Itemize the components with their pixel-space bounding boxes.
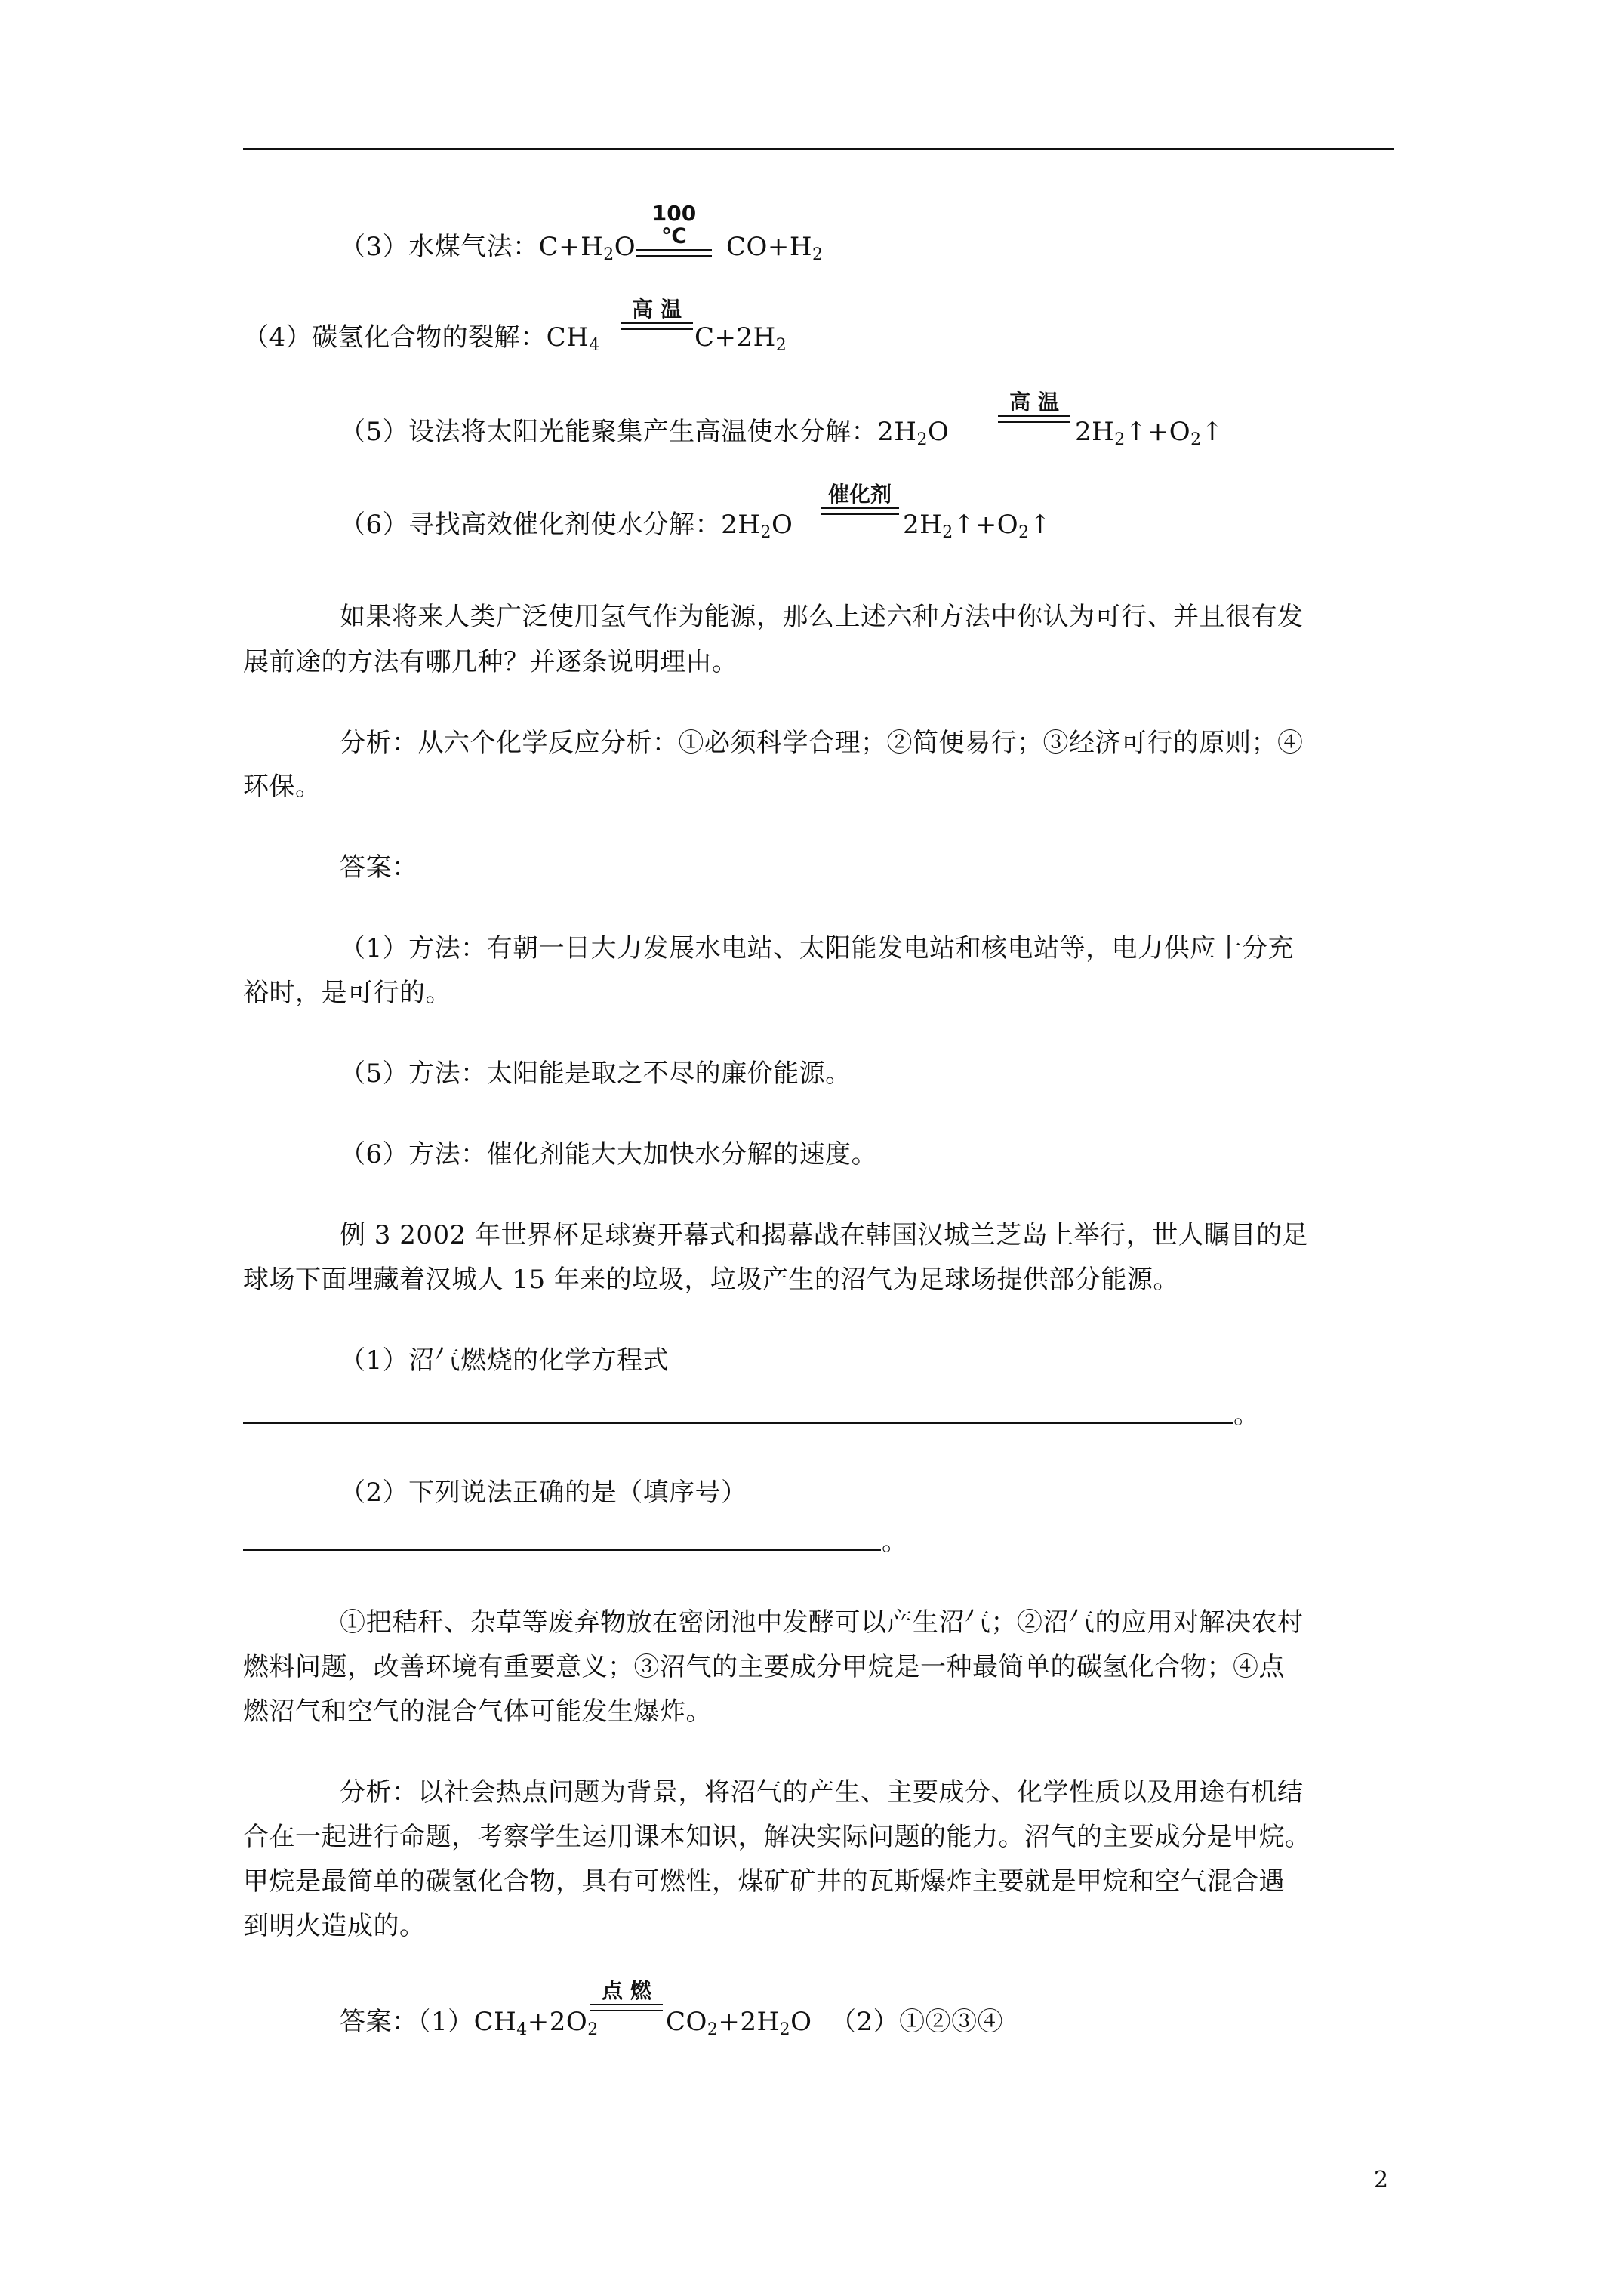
analysis-2-line-4: 到明火造成的。 bbox=[243, 1911, 426, 1941]
final-answer-part-2: （2）①②③④ bbox=[830, 2007, 1004, 2037]
question-2: （2）下列说法正确的是（填序号） bbox=[340, 1478, 747, 1508]
options-line-2: 燃料问题，改善环境有重要意义；③沼气的主要成分甲烷是一种最简单的碳氢化合物；④点 bbox=[243, 1652, 1285, 1682]
answer-label: 答案： bbox=[340, 852, 418, 883]
answer-5: （5）方法：太阳能是取之不尽的廉价能源。 bbox=[340, 1059, 852, 1089]
answer-1-line-1: （1）方法：有朝一日大力发展水电站、太阳能发电站和核电站等，电力供应十分充 bbox=[340, 933, 1295, 963]
answer-6: （6）方法：催化剂能大大加快水分解的速度。 bbox=[340, 1139, 878, 1170]
method-3-line: （3）水煤气法：$C+H_2O$ bbox=[340, 232, 636, 264]
condition-ignite: 点 燃 bbox=[590, 1980, 663, 2011]
analysis-1-line-2: 环保。 bbox=[243, 772, 322, 802]
method-4-product: $C+2H_2$ bbox=[694, 322, 787, 355]
analysis-2-line-1: 分析：以社会热点问题为背景，将沼气的产生、主要成分、化学性质以及用途有机结 bbox=[340, 1777, 1304, 1808]
method-5-line: （5）设法将太阳光能聚集产生高温使水分解：$2H_2O$ bbox=[340, 417, 950, 449]
final-answer-left: 答案：$(1)CH_4+2O_2$ bbox=[340, 2007, 599, 2039]
analysis-2-line-3: 甲烷是最简单的碳氢化合物，具有可燃性，煤矿矿井的瓦斯爆炸主要就是甲烷和空气混合遇 bbox=[243, 1866, 1285, 1897]
question-line-1: 如果将来人类广泛使用氢气作为能源，那么上述六种方法中你认为可行、并且很有发 bbox=[340, 602, 1304, 632]
condition-100c: 100 ℃ bbox=[636, 202, 712, 257]
condition-high-temp-1: 高 温 bbox=[621, 298, 693, 330]
method-5-product: $2H_2↑+O_2↑$ bbox=[1075, 417, 1224, 449]
end-mark-2: 。 bbox=[882, 1527, 908, 1557]
header-rule bbox=[243, 148, 1394, 150]
options-line-3: 燃沼气和空气的混合气体可能发生爆炸。 bbox=[243, 1697, 712, 1727]
question-1: （1）沼气燃烧的化学方程式 bbox=[340, 1345, 670, 1376]
example-3-line-1: 例 3 2002 年世界杯足球赛开幕式和揭幕战在韩国汉城兰芝岛上举行，世人瞩目的足 bbox=[340, 1220, 1309, 1250]
answer-1-line-2: 裕时，是可行的。 bbox=[243, 978, 451, 1008]
method-6-product: $2H_2↑+O_2↑$ bbox=[903, 510, 1052, 542]
condition-high-temp-2: 高 温 bbox=[998, 391, 1070, 423]
method-6-line: （6）寻找高效催化剂使水分解：$2H_2O$ bbox=[340, 510, 793, 542]
answer-blank-2[interactable] bbox=[243, 1549, 881, 1551]
method-3-product: $CO+H_2$ bbox=[726, 232, 824, 264]
condition-catalyst: 催化剂 bbox=[821, 483, 899, 515]
example-3-line-2: 球场下面埋藏着汉城人 15 年来的垃圾，垃圾产生的沼气为足球场提供部分能源。 bbox=[243, 1265, 1179, 1295]
method-4-line: （4）碳氢化合物的裂解：$CH_4$ bbox=[243, 322, 600, 355]
options-line-1: ①把秸秆、杂草等废弃物放在密闭池中发酵可以产生沼气；②沼气的应用对解决农村 bbox=[340, 1607, 1304, 1638]
question-line-2: 展前途的方法有哪几种？并逐条说明理由。 bbox=[243, 647, 738, 677]
page-number: 2 bbox=[1374, 2167, 1389, 2193]
end-mark-1: 。 bbox=[1233, 1400, 1260, 1430]
analysis-2-line-2: 合在一起进行命题，考察学生运用课本知识，解决实际问题的能力。沼气的主要成分是甲烷。 bbox=[243, 1822, 1311, 1852]
answer-blank-1[interactable] bbox=[243, 1422, 1233, 1424]
analysis-1-line-1: 分析：从六个化学反应分析：①必须科学合理；②简便易行；③经济可行的原则；④ bbox=[340, 728, 1304, 758]
final-answer-right: $CO_2+2H_2O$ bbox=[666, 2007, 812, 2039]
